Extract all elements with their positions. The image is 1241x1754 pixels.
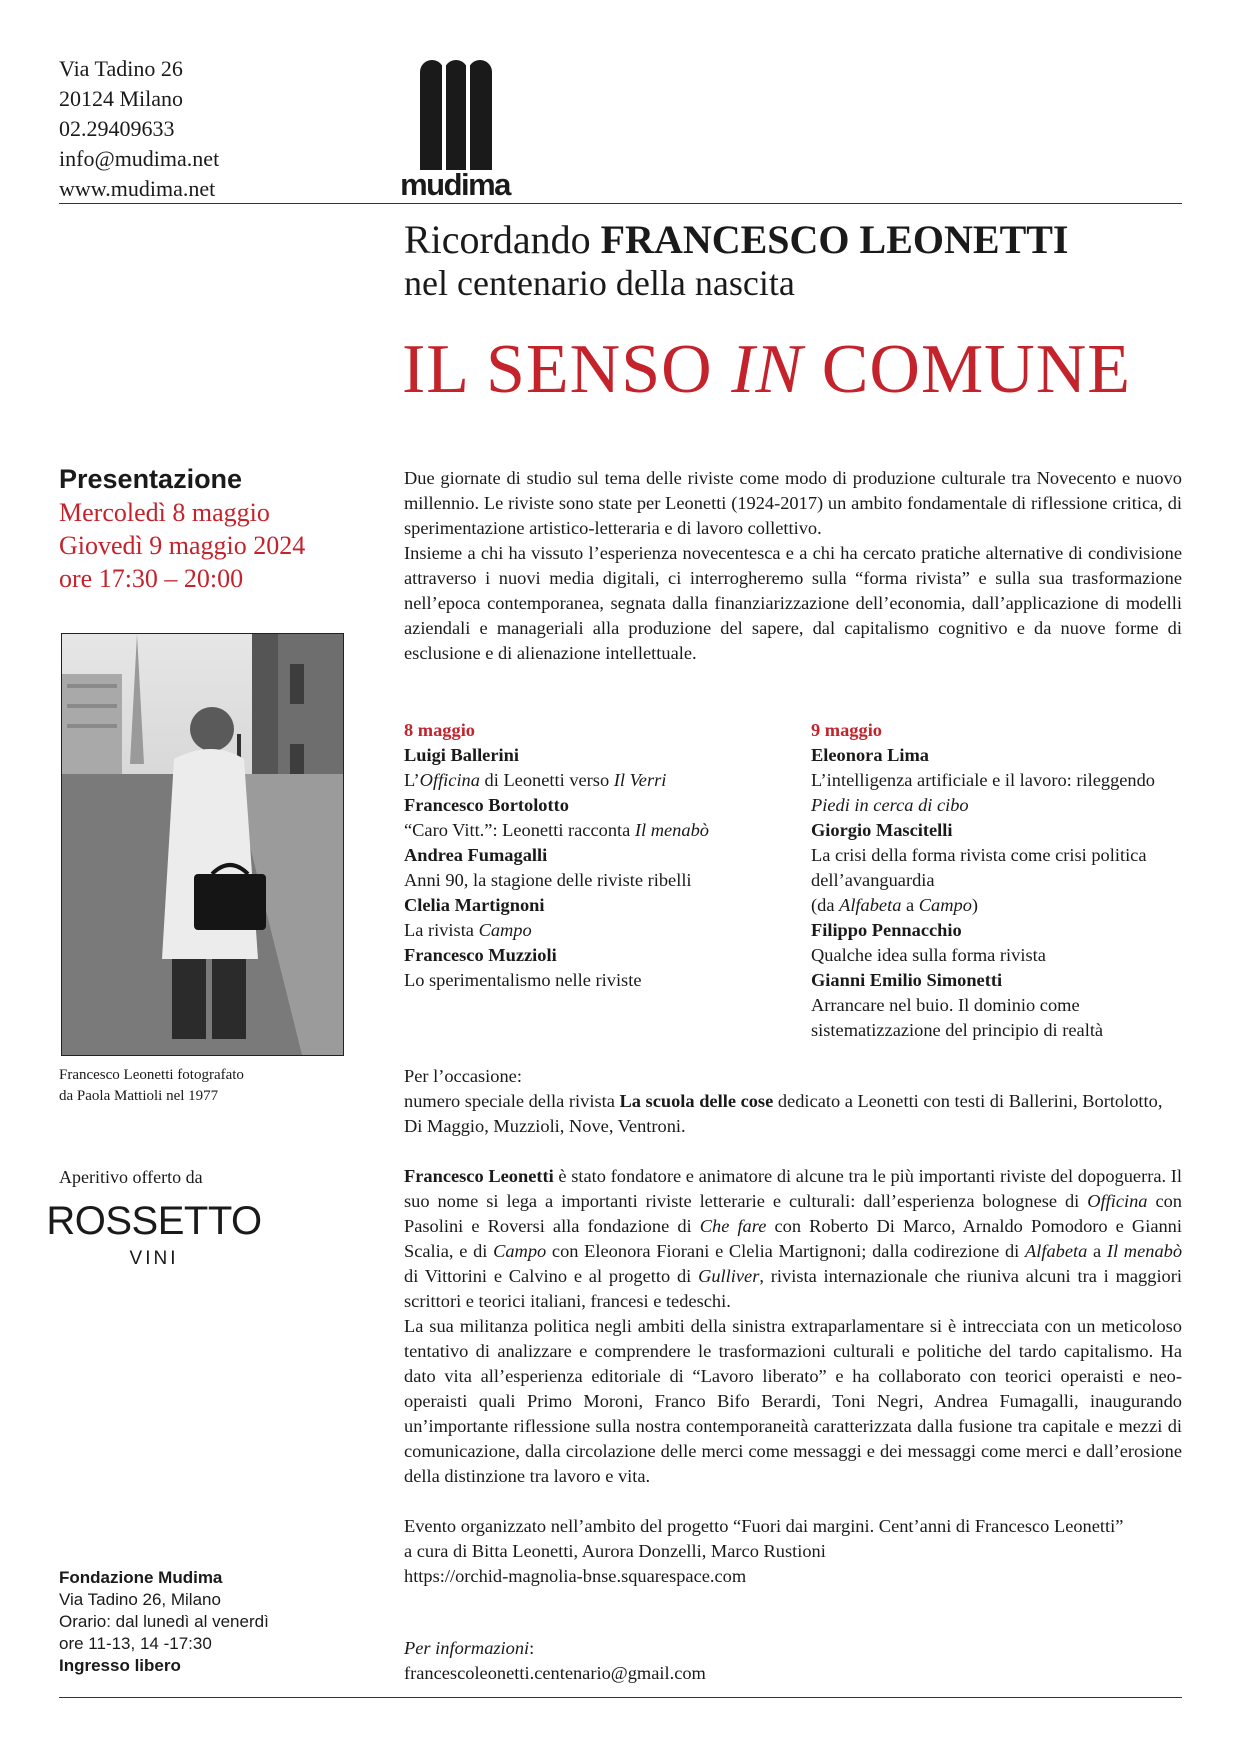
photo-caption: Francesco Leonetti fotografato da Paola Mattioli nel 1977 xyxy=(59,1067,244,1104)
presentation-block xyxy=(59,462,359,595)
speaker-name: Giorgio Mascitelli xyxy=(811,820,953,840)
speaker-name: Filippo Pennacchio xyxy=(811,920,962,940)
talk-title: Arrancare nel buio. Il dominio come xyxy=(811,995,1080,1015)
speaker-name: Andrea Fumagalli xyxy=(404,845,548,865)
foundation-info xyxy=(59,1567,269,1677)
contact-phone: 02.29409633 xyxy=(59,116,175,141)
info-email[interactable]: francescoleonetti.centenario@gmail.com xyxy=(404,1663,706,1683)
occasion-text: numero speciale della rivista La scuola delle cose dedicato a Leonetti con testi di Ballerini, Bortolotto, Di Maggio, Muzzioli, Nove, Ventroni. xyxy=(404,1091,1163,1136)
talk-title: Lo sperimentalismo nelle riviste xyxy=(404,970,642,990)
project-line-2: a cura di Bitta Leonetti, Aurora Donzelli, Marco Rustioni xyxy=(404,1541,826,1561)
honoree-name: FRANCESCO LEONETTI xyxy=(600,217,1069,262)
bio-paragraph-2: La sua militanza politica negli ambiti della sinistra extraparlamentare si è intrecciata con un meticoloso tentativo di analizzare e comprendere le trasformazioni culturali e politiche del tardo capitalismo. Ha dato vita all’esperienza editoriale di “Lavoro liberato” e ha collaborato con teorici operaisti e neo-operaisti quali Primo Moroni, Franco Bifo Berardi, Toni Negri, Andrea Fumagalli, inaugurando un’importante riflessione sulla nostra contemporaneità caratterizzata dalla fusione tra capitale e mezzi di comunicazione, dalla circolazione delle merci come messaggi e dei messaggi come merci e dall’erosione della distinzione tra lavoro e vita. xyxy=(404,1316,1182,1486)
talk-title: L’intelligenza artificiale e il lavoro: rileggendo xyxy=(811,770,1156,790)
speaker-name: Clelia Martignoni xyxy=(404,895,545,915)
contact-address: Via Tadino 26 xyxy=(59,56,183,81)
header-divider xyxy=(59,203,1182,204)
foundation-address: Via Tadino 26, Milano xyxy=(59,1590,221,1609)
speaker-name: Eleonora Lima xyxy=(811,745,930,765)
footer-divider xyxy=(59,1697,1182,1698)
svg-text:ROSSETTO: ROSSETTO xyxy=(46,1199,262,1243)
talk-title: Anni 90, la stagione delle riviste ribelli xyxy=(404,870,692,890)
foundation-name: Fondazione Mudima xyxy=(59,1568,223,1587)
program-day-2 xyxy=(811,718,1191,1043)
presentation-heading: Presentazione xyxy=(59,464,243,494)
project-url[interactable]: https://orchid-magnolia-bnse.squarespace.com xyxy=(404,1566,747,1586)
talk-title: “Caro Vitt.”: Leonetti racconta Il menabò xyxy=(404,820,709,840)
talk-title-cont: dell’avanguardia xyxy=(811,870,935,890)
talk-title: La crisi della forma rivista come crisi politica xyxy=(811,845,1147,865)
talk-title-cont: sistematizzazione del principio di realtà xyxy=(811,1020,1104,1040)
intro-text xyxy=(404,466,1182,666)
aperitivo-label: Aperitivo offerto da xyxy=(59,1167,203,1187)
foundation-hours: ore 11-13, 14 -17:30 xyxy=(59,1634,212,1653)
bio-paragraph-1: Francesco Leonetti è stato fondatore e animatore di alcune tra le più importanti riviste del dopoguerra. Il suo nome si lega a importanti riviste letterarie e culturali: dall’esperienza bolognese di Officina con Pasolini e Roversi alla fondazione di Che fare con Roberto Di Marco, Arnaldo Pomodoro e Gianni Scalia, e di Campo con Eleonora Fiorani e Clelia Martignoni; dalla codirezione di Alfabeta a Il menabò di Vittorini e Calvino e al progetto di Gulliver, rivista internazionale che riuniva alcuni tra i maggiori scrittori e teorici italiani, francesi e tedeschi. xyxy=(404,1166,1183,1311)
project-note xyxy=(404,1514,1204,1589)
biography xyxy=(404,1164,1182,1489)
speaker-name: Luigi Ballerini xyxy=(404,745,519,765)
occasion-label: Per l’occasione: xyxy=(404,1066,522,1086)
event-title: IL SENSO IN COMUNE xyxy=(402,331,1132,408)
program-date: 8 maggio xyxy=(404,720,476,740)
talk-title-cont: (da Alfabeta a Campo) xyxy=(811,895,979,915)
magazine-title: La scuola delle cose xyxy=(619,1091,774,1111)
project-line-1: Evento organizzato nell’ambito del progetto “Fuori dai margini. Cent’anni di Francesco Leonetti” xyxy=(404,1516,1124,1536)
occasion-note xyxy=(404,1064,1182,1139)
rossetto-vini-logo xyxy=(46,1198,262,1273)
event-subtitle-line1: Ricordando FRANCESCO LEONETTI xyxy=(404,217,1069,262)
svg-text:VINI: VINI xyxy=(129,1248,179,1269)
contact-website[interactable]: www.mudima.net xyxy=(59,176,216,201)
contact-info xyxy=(404,1636,1004,1686)
foundation-entry: Ingresso libero xyxy=(59,1656,181,1675)
intro-paragraph-1: Due giornate di studio sul tema delle riviste come modo di produzione culturale tra Novecento e nuovo millennio. Le riviste sono state per Leonetti (1924-2017) un ambito fondamentale di riflessione critica, di sperimentazione artistico-letteraria e di lavoro collettivo. xyxy=(404,468,1182,538)
portrait-photo xyxy=(61,633,344,1056)
svg-text:mudima: mudima xyxy=(400,167,510,202)
date-1: Mercoledì 8 maggio xyxy=(59,498,270,527)
speaker-name: Francesco Bortolotto xyxy=(404,795,569,815)
event-subtitle-line2: nel centenario della nascita xyxy=(404,263,795,303)
talk-title-cont: Piedi in cerca di cibo xyxy=(811,795,969,815)
mudima-logo xyxy=(398,58,513,202)
contact-email[interactable]: info@mudima.net xyxy=(59,146,220,171)
talk-title: L’Officina di Leonetti verso Il Verri xyxy=(404,770,667,790)
contact-block xyxy=(59,54,219,204)
program-date: 9 maggio xyxy=(811,720,883,740)
speaker-name: Francesco Muzzioli xyxy=(404,945,557,965)
mudima-columns-icon xyxy=(420,60,492,170)
speaker-name: Gianni Emilio Simonetti xyxy=(811,970,1003,990)
event-time: ore 17:30 – 20:00 xyxy=(59,564,244,593)
talk-title: Qualche idea sulla forma rivista xyxy=(811,945,1046,965)
program-day-1 xyxy=(404,718,794,993)
intro-paragraph-2: Insieme a chi ha vissuto l’esperienza novecentesca e a chi ha cercato pratiche alternative di condivisione attraverso i nuovi media digitali, ci interrogheremo sulla “forma rivista” e sulla sua trasformazione nell’epoca contemporanea, segnata dalla finanziarizzazione dell’economia, dall’applicazione di modelli aziendali e manageriali alla produzione del sapere, dal capitalismo cognitivo e da nuove forme di esclusione e di alienazione intellettuale. xyxy=(404,543,1182,663)
foundation-hours-label: Orario: dal lunedì al venerdì xyxy=(59,1612,269,1631)
info-label: Per informazioni: xyxy=(404,1638,535,1658)
contact-city: 20124 Milano xyxy=(59,86,184,111)
talk-title: La rivista Campo xyxy=(404,920,532,940)
date-2: Giovedì 9 maggio 2024 xyxy=(59,531,306,560)
